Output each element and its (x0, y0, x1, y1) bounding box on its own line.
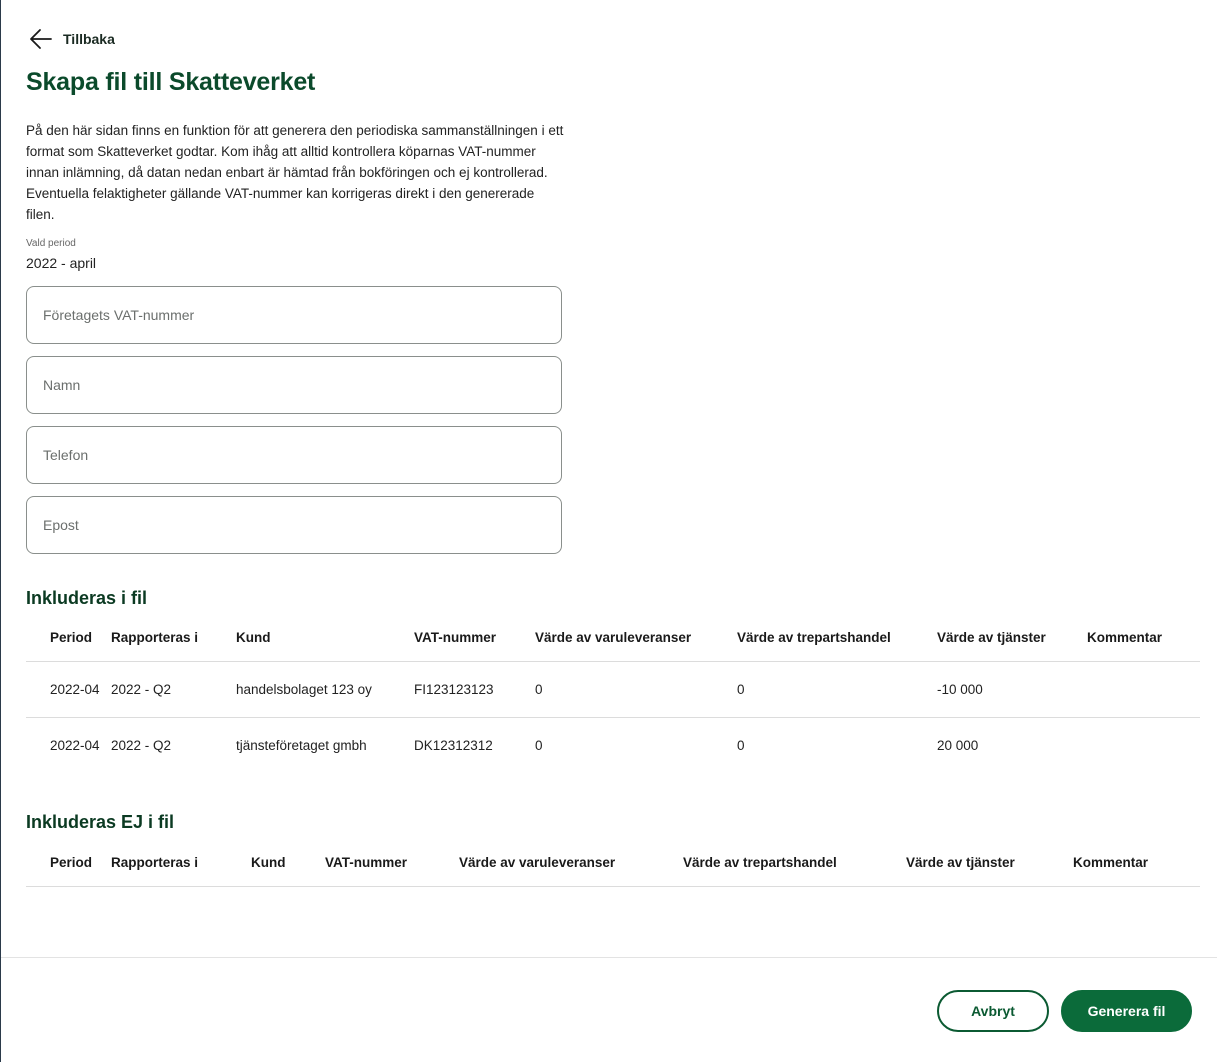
cell-goods-value: 0 (535, 681, 543, 697)
name-input[interactable] (27, 357, 561, 413)
col-customer: Kund (251, 855, 286, 871)
phone-input[interactable] (27, 427, 561, 483)
cell-period: 2022-04 (50, 681, 100, 697)
cell-vat-number: FI123123123 (414, 681, 494, 697)
period-label: Vald period (26, 238, 76, 249)
col-triangular-value: Värde av trepartshandel (737, 630, 891, 646)
included-header-row (26, 615, 1200, 661)
back-label: Tillbaka (63, 31, 115, 47)
cell-triangular-value: 0 (737, 681, 745, 697)
name-field[interactable] (26, 356, 562, 414)
cell-triangular-value: 0 (737, 737, 745, 753)
col-reported-in: Rapporteras i (111, 630, 199, 646)
included-section-title: Inkluderas i fil (26, 588, 148, 608)
cell-reported-in: 2022 - Q2 (111, 737, 172, 753)
col-comment: Kommentar (1087, 630, 1163, 646)
table-row (26, 717, 1200, 773)
table-row (26, 661, 1200, 717)
included-table (26, 615, 1200, 773)
cell-comment (1087, 717, 1200, 773)
vat-number-field[interactable] (26, 286, 562, 344)
col-services-value: Värde av tjänster (937, 630, 1046, 646)
col-services-value: Värde av tjänster (906, 855, 1015, 871)
intro-text: På den här sidan finns en funktion för att generera den periodiska sammanställningen i ett format som Skatteverket godtar. Kom ihåg att alltid kontrollera köparnas VAT-nummer innan inlämning, då datan nedan enbart är hämtad från bokföringen och ej kontrollerad. Eventuella felaktigheter gällande VAT-nummer kan korrigeras direkt i den genererade filen. (26, 123, 564, 222)
generate-file-button[interactable]: Generera fil (1061, 990, 1192, 1032)
cell-customer: handelsbolaget 123 oy (236, 681, 372, 697)
cell-comment (1087, 661, 1200, 717)
vat-number-input[interactable] (27, 287, 561, 343)
col-period: Period (50, 630, 93, 646)
back-link[interactable] (29, 28, 115, 50)
cell-reported-in: 2022 - Q2 (111, 681, 172, 697)
cell-goods-value: 0 (535, 737, 543, 753)
col-vat-number: VAT-nummer (414, 630, 497, 646)
email-input[interactable] (27, 497, 561, 553)
col-triangular-value: Värde av trepartshandel (683, 855, 837, 871)
cell-customer: tjänsteföretaget gmbh (236, 737, 367, 753)
cell-services-value: 20 000 (937, 737, 979, 753)
excluded-section-title: Inkluderas EJ i fil (26, 812, 175, 832)
col-customer: Kund (236, 630, 271, 646)
col-vat-number: VAT-nummer (325, 855, 408, 871)
col-goods-value: Värde av varuleveranser (535, 630, 692, 646)
arrow-left-icon (29, 28, 53, 50)
cell-services-value: -10 000 (937, 681, 983, 697)
col-period: Period (50, 855, 93, 871)
period-value: 2022 - april (26, 255, 97, 271)
phone-field[interactable] (26, 426, 562, 484)
excluded-header-row (26, 840, 1200, 886)
cancel-button[interactable]: Avbryt (937, 990, 1049, 1032)
cell-vat-number: DK12312312 (414, 737, 493, 753)
email-field[interactable] (26, 496, 562, 554)
page-title: Skapa fil till Skatteverket (26, 68, 316, 96)
cell-period: 2022-04 (50, 737, 100, 753)
col-comment: Kommentar (1073, 855, 1149, 871)
excluded-table (26, 840, 1200, 887)
col-goods-value: Värde av varuleveranser (459, 855, 616, 871)
col-reported-in: Rapporteras i (111, 855, 199, 871)
footer-divider (1, 957, 1217, 958)
